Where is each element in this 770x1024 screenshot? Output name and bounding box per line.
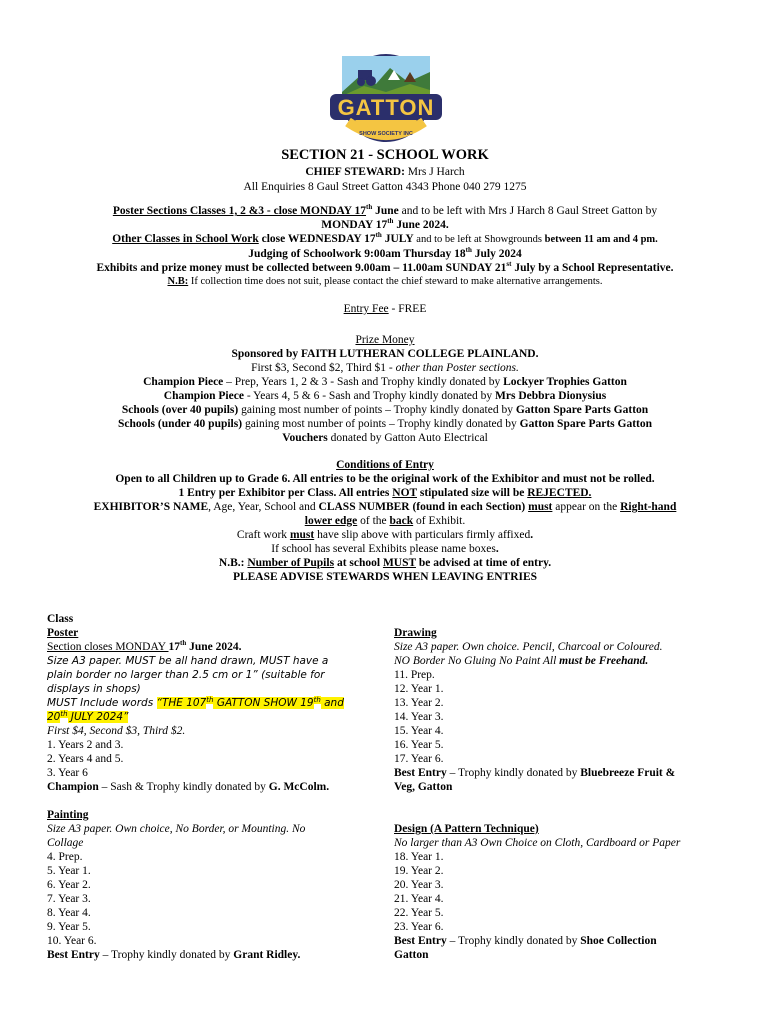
drawing-best-entry: Best Entry – Trophy kindly donated by Bluebreeze Fruit &: [394, 767, 676, 779]
list-item: 2. Years 4 and 5.: [47, 753, 124, 765]
list-item: 23. Year 6.: [394, 921, 444, 933]
list-item: 12. Year 1.: [394, 683, 444, 695]
list-item: 3. Year 6: [47, 767, 88, 779]
list-item: 8. Year 4.: [47, 907, 91, 919]
painting-desc-2: Collage: [47, 837, 84, 849]
list-item: 4. Prep.: [47, 851, 83, 863]
logo-ring-text: SHOW SOCIETY INC: [359, 131, 413, 137]
list-item: 6. Year 2.: [47, 879, 91, 891]
header: [0, 146, 770, 194]
enquiries: All Enquiries 8 Gaul Street Gatton 4343 Phone 040 279 1275: [243, 181, 527, 193]
poster-champion: Champion – Sash & Trophy kindly donated by G. McColm.: [47, 781, 330, 793]
list-item: 11. Prep.: [394, 669, 435, 681]
prize-places: First $3, Second $2, Third $1 - other than Poster sections.: [251, 362, 519, 374]
list-item: 15. Year 4.: [394, 725, 444, 737]
list-item: 18. Year 1.: [394, 851, 444, 863]
schools-over-40: Schools (over 40 pupils) gaining most number of points – Trophy kindly donated by Gatton Spare Parts Gatton: [121, 404, 649, 416]
drawing-desc-1: Size A3 paper. Own choice. Pencil, Charcoal or Coloured.: [394, 641, 663, 653]
design-best-entry: Best Entry – Trophy kindly donated by Shoe Collection: [394, 935, 657, 947]
poster-heading: Poster: [47, 627, 79, 639]
poster-close-line: Poster Sections Classes 1, 2 &3 - close MONDAY 17th June and to be left with Mrs J Harch 8 Gaul Street Gatton by: [112, 203, 658, 217]
poster-desc-3: displays in shops): [47, 683, 141, 695]
champion-senior: Champion Piece - Years 4, 5 & 6 - Sash and Trophy kindly donated by Mrs Debbra Dionysius: [163, 390, 607, 402]
list-item: 16. Year 5.: [394, 739, 444, 751]
list-item: 22. Year 5.: [394, 907, 444, 919]
painting-desc-1: Size A3 paper. Own choice, No Border, or Mounting. No: [47, 823, 306, 835]
drawing-desc-2: NO Border No Gluing No Paint All must be Freehand.: [394, 655, 649, 667]
drawing-best-entry-2: Veg, Gatton: [394, 781, 453, 793]
nb-line: N.B: If collection time does not suit, please contact the chief steward to make alternative arrangements.: [167, 276, 603, 287]
list-item: 21. Year 4.: [394, 893, 444, 905]
logo-text: GATTON: [337, 95, 435, 120]
design-desc-1: No larger than A3 Own Choice on Cloth, Cardboard or Paper: [394, 837, 681, 849]
closing-info: [0, 204, 770, 289]
drawing-heading: Drawing: [394, 627, 437, 639]
condition-1: Open to all Children up to Grade 6. All entries to be the original work of the Exhibitor and must not be rolled.: [115, 473, 655, 485]
design-heading: Design (A Pattern Technique): [394, 823, 539, 835]
list-item: 13. Year 2.: [394, 697, 444, 709]
collection-line: Exhibits and prize money must be collected between 9.00am – 11.00am SUNDAY 21st July by a School Representative.: [96, 260, 674, 274]
condition-7: N.B.: Number of Pupils at school MUST be advised at time of entry.: [218, 557, 552, 569]
gatton-show-society-logo: [328, 52, 444, 146]
other-close-line: Other Classes in School Work close WEDNESDAY 17th JULY and to be left at Showgrounds between 11 am and 4 pm.: [112, 231, 658, 245]
list-item: 5. Year 1.: [47, 865, 91, 877]
entry-fee: Entry Fee - FREE: [343, 303, 427, 315]
list-item: 17. Year 6.: [394, 753, 444, 765]
condition-2: 1 Entry per Exhibitor per Class. All entries NOT stipulated size will be REJECTED.: [178, 487, 592, 499]
page-title: SECTION 21 - SCHOOL WORK: [281, 147, 489, 163]
list-item: 20. Year 3.: [394, 879, 444, 891]
champion-junior: Champion Piece – Prep, Years 1, 2 & 3 - Sash and Trophy kindly donated by Lockyer Trophies Gatton: [143, 376, 627, 388]
schools-under-40: Schools (under 40 pupils) gaining most number of points – Trophy kindly donated by Gatton Spare Parts Gatton: [117, 418, 653, 430]
design-best-entry-2: Gatton: [394, 949, 429, 961]
poster-desc-5: 20th JULY 2024”: [47, 709, 129, 723]
conditions-of-entry: [0, 458, 770, 584]
list-item: 9. Year 5.: [47, 921, 91, 933]
condition-8: PLEASE ADVISE STEWARDS WHEN LEAVING ENTRIES: [232, 571, 538, 583]
conditions-heading: Conditions of Entry: [336, 459, 434, 471]
poster-desc-2: plain border no larger than 2.5 cm or 1” (suitable for: [47, 669, 325, 681]
condition-5: Craft work must have slip above with particulars firmly affixed.: [236, 529, 534, 541]
right-column: [394, 626, 724, 962]
condition-6: If school has several Exhibits please name boxes.: [271, 543, 499, 555]
judging-line: Judging of Schoolwork 9:00am Thursday 18th July 2024: [248, 246, 522, 260]
list-item: 1. Years 2 and 3.: [47, 739, 124, 751]
list-item: 7. Year 3.: [47, 893, 91, 905]
prize-heading: Prize Money: [355, 334, 415, 346]
poster-closes: Section closes MONDAY 17th June 2024.: [47, 639, 242, 653]
vouchers: Vouchers donated by Gatton Auto Electrical: [282, 432, 488, 444]
list-item: 14. Year 3.: [394, 711, 444, 723]
poster-desc-4: MUST Include words “THE 107th GATTON SHOW 19th and: [47, 695, 344, 709]
painting-best-entry: Best Entry – Trophy kindly donated by Grant Ridley.: [47, 949, 301, 961]
condition-4: lower edge of the back of Exhibit.: [304, 515, 466, 527]
prize-money: [0, 333, 770, 445]
class-label: Class: [47, 613, 74, 625]
chief-steward: CHIEF STEWARD: Mrs J Harch: [305, 166, 465, 178]
poster-prizes: First $4, Second $3, Third $2.: [47, 725, 186, 737]
poster-desc-1: Size A3 paper. MUST be all hand drawn, MUST have a: [47, 655, 329, 667]
left-column: [47, 612, 377, 962]
painting-heading: Painting: [47, 809, 89, 821]
prize-sponsor: Sponsored by FAITH LUTHERAN COLLEGE PLAINLAND.: [231, 348, 539, 360]
poster-close-line-2: MONDAY 17th June 2024.: [321, 217, 449, 231]
condition-3: EXHIBITOR’S NAME, Age, Year, School and CLASS NUMBER (found in each Section) must appear on the Right-hand: [93, 501, 677, 513]
list-item: 19. Year 2.: [394, 865, 444, 877]
list-item: 10. Year 6.: [47, 935, 97, 947]
